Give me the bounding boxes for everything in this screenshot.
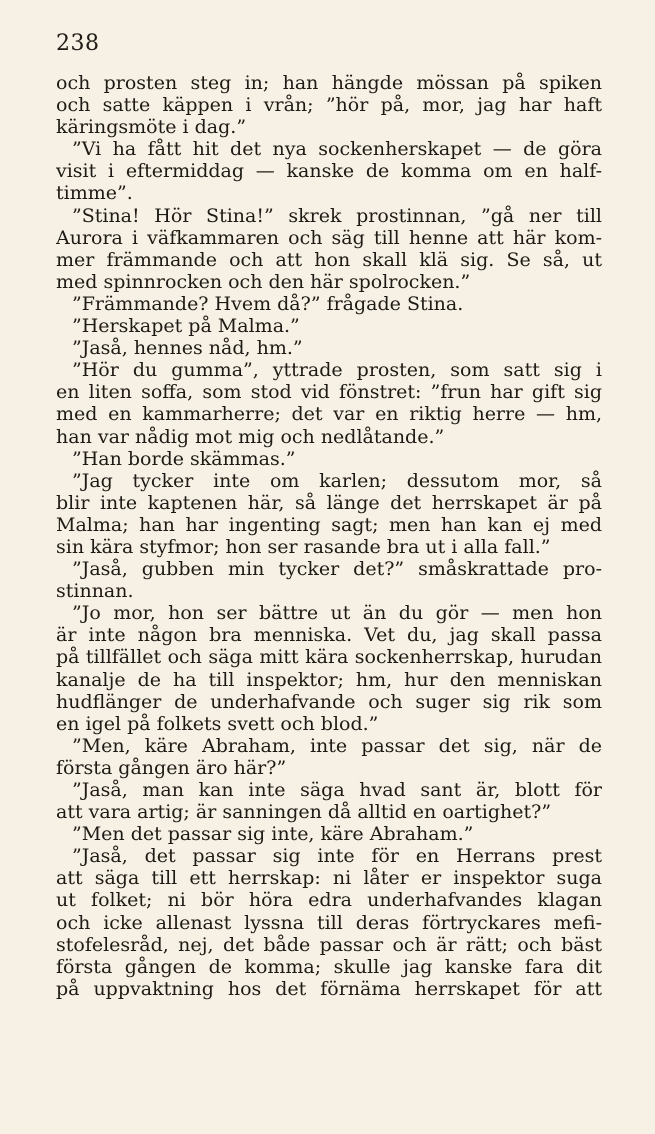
text-line: och satte käppen i vrån; ”hör på, mor, jag har haft <box>56 94 602 117</box>
text-line: ”Men, käre Abraham, inte passar det sig, när de <box>72 734 602 757</box>
text-line: ”Hör du gumma”, yttrade prosten, som satt sig i <box>72 359 602 382</box>
page-number: 238 <box>56 31 100 56</box>
text-line: på tillfället och säga mitt kära sockenherrskap, hurudan <box>56 646 602 669</box>
text-line: ”Jaså, gubben min tycker det?” småskrattade pro- <box>72 558 602 581</box>
text-line: han var nådig mot mig och nedlåtande.” <box>56 425 445 448</box>
text-line: ”Jag tycker inte om karlen; dessutom mor, så <box>72 469 602 492</box>
text-line: stofelesråd, nej, det både passar och är rätt; och bäst <box>56 933 602 956</box>
text-line: Malma; han har ingenting sagt; men han kan ej med <box>56 513 602 536</box>
text-line: ”Jo mor, hon ser bättre ut än du gör — men hon <box>72 602 602 625</box>
text-line: mer främmande och att hon skall klä sig. Se så, ut <box>56 248 602 271</box>
text-line: med en kammarherre; det var en riktig herre — hm, <box>56 403 602 426</box>
text-line: ut folket; ni bör höra edra underhafvandes klagan <box>56 889 602 912</box>
text-line: ”Vi ha fått hit det nya sockenherskapet — de göra <box>72 138 602 161</box>
text-line: första gången äro här?” <box>56 756 287 779</box>
text-line: att säga till ett herrskap: ni låter er inspektor suga <box>56 867 602 890</box>
text-line: ”Främmande? Hvem då?” frågade Stina. <box>72 292 464 315</box>
text-line: att vara artig; är sanningen då alltid en oartighet?” <box>56 801 552 824</box>
text-line: käringsmöte i dag.” <box>56 116 247 139</box>
text-line: visit i eftermiddag — kanske de komma om en half- <box>56 160 602 183</box>
text-line: ”Jaså, det passar sig inte för en Herrans prest <box>72 845 602 868</box>
text-line: med spinnrocken och den här spolrocken.” <box>56 270 471 293</box>
text-line: ”Jaså, hennes nåd, hm.” <box>72 337 303 360</box>
text-line: hudflänger de underhafvande och suger sig rik som <box>56 690 602 713</box>
text-line: första gången de komma; skulle jag kanske fara dit <box>56 955 602 978</box>
body-text <box>56 72 602 1000</box>
text-line: kanalje de ha till inspektor; hm, hur den menniskan <box>56 668 602 691</box>
text-line: ”Stina! Hör Stina!” skrek prostinnan, ”gå ner till <box>72 204 602 227</box>
text-line: och prosten steg in; han hängde mössan på spiken <box>56 72 602 94</box>
text-line: ”Men det passar sig inte, käre Abraham.” <box>72 823 474 846</box>
text-line: en liten soffa, som stod vid fönstret: ”frun har gift sig <box>56 381 602 404</box>
text-line: blir inte kaptenen här, så länge det herrskapet är på <box>56 491 602 514</box>
text-line: och icke allenast lyssna till deras förtryckares mefi- <box>56 911 602 934</box>
text-line: timme”. <box>56 182 133 205</box>
text-line: en igel på folkets svett och blod.” <box>56 712 379 735</box>
text-line: på uppvaktning hos det förnäma herrskapet för att <box>56 977 602 1000</box>
text-line: ”Han borde skämmas.” <box>72 447 296 470</box>
text-line: är inte någon bra menniska. Vet du, jag skall passa <box>56 624 602 647</box>
text-line: sin kära styfmor; hon ser rasande bra ut i alla fall.” <box>56 535 551 558</box>
text-line: ”Herskapet på Malma.” <box>72 315 300 338</box>
text-line: ”Jaså, man kan inte säga hvad sant är, blott för <box>72 779 602 801</box>
text-line: stinnan. <box>56 580 134 603</box>
text-line: Aurora i väfkammaren och säg till henne att här kom- <box>56 226 602 249</box>
